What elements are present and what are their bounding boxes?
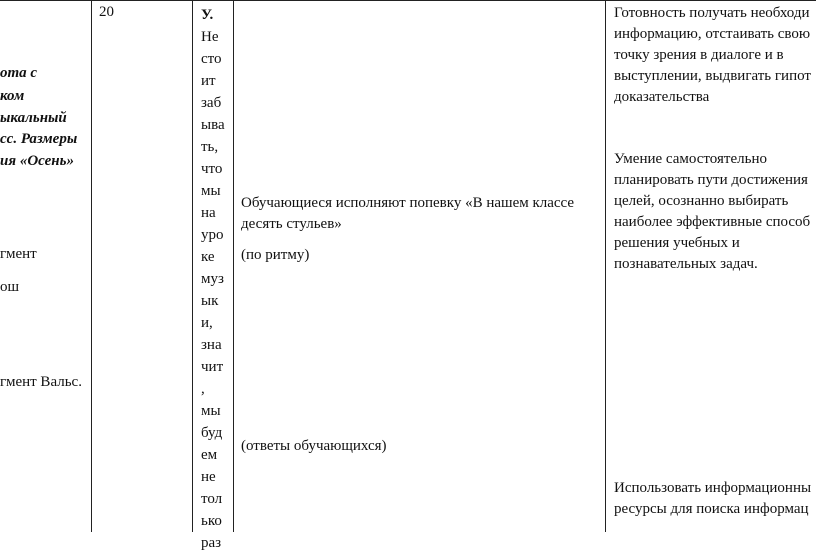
teacher-text-line: и, bbox=[201, 315, 213, 331]
teacher-text-line: , bbox=[201, 381, 205, 397]
competency-2-line-1: Умение самостоятельно bbox=[614, 151, 767, 167]
rhythm-note: (по ритму) bbox=[241, 247, 310, 263]
competency-1-line-5: доказательства bbox=[614, 89, 710, 105]
topic-title-line-4: сс. Размеры bbox=[0, 131, 78, 147]
teacher-text-line: Не bbox=[201, 29, 219, 45]
teacher-text-line: ем bbox=[201, 447, 218, 463]
teacher-text-line: мы bbox=[201, 183, 221, 199]
activity-line-1: Обучающиеся исполняют попевку «В нашем классе bbox=[241, 195, 575, 211]
topic-item-fragment: гмент bbox=[0, 246, 37, 262]
teacher-text-line: ько bbox=[201, 513, 222, 529]
competency-3-line-1: Использовать информационны bbox=[614, 480, 812, 496]
competency-2-line-3: целей, осознанно выбирать bbox=[614, 193, 789, 209]
teacher-text-line: ть, bbox=[201, 139, 219, 155]
row-number: 20 bbox=[99, 4, 114, 20]
teacher-text-line: тол bbox=[201, 491, 223, 507]
table-column-divider-4 bbox=[605, 0, 606, 532]
teacher-text-line: уро bbox=[201, 227, 224, 243]
teacher-text-cell bbox=[201, 4, 233, 554]
teacher-text-line: муз bbox=[201, 271, 224, 287]
competency-2-line-4: наиболее эффективные способ bbox=[614, 214, 811, 230]
teacher-text-line: ык bbox=[201, 293, 219, 309]
teacher-text-line: чит bbox=[201, 359, 224, 375]
table-column-divider-1 bbox=[91, 0, 92, 532]
teacher-text-line: буд bbox=[201, 425, 223, 441]
answers-note: (ответы обучающихся) bbox=[241, 438, 387, 454]
teacher-text-line: не bbox=[201, 469, 216, 485]
topic-title-line-2: ком bbox=[0, 88, 25, 104]
teacher-text-line: на bbox=[201, 205, 216, 221]
activity-line-2: десять стульев» bbox=[241, 216, 342, 232]
teacher-text-line: ыва bbox=[201, 117, 225, 133]
teacher-text-line: ке bbox=[201, 249, 215, 265]
competency-2-line-5: решения учебных и bbox=[614, 235, 740, 251]
competency-1-line-1: Готовность получать необходи bbox=[614, 5, 810, 21]
table-column-divider-3 bbox=[233, 0, 234, 532]
teacher-text-line: раз bbox=[201, 535, 222, 551]
competency-3-line-2: ресурсы для поиска информац bbox=[614, 501, 809, 517]
competency-1-line-3: точку зрения в диалоге и в bbox=[614, 47, 784, 63]
competency-2-line-6: познавательных задач. bbox=[614, 256, 758, 272]
teacher-text-line: заб bbox=[201, 95, 222, 111]
teacher-heading: У. bbox=[201, 7, 214, 23]
topic-title-line-3: ыкальный bbox=[0, 110, 67, 126]
table-top-border bbox=[0, 0, 816, 1]
teacher-text-line: зна bbox=[201, 337, 222, 353]
competency-1-line-2: информацию, отстаивать свою bbox=[614, 26, 811, 42]
topic-title-line-5: ия «Осень» bbox=[0, 153, 74, 169]
teacher-text-line: сто bbox=[201, 51, 222, 67]
table-column-divider-2 bbox=[192, 0, 193, 532]
topic-item-waltz: гмент Вальс. bbox=[0, 374, 82, 390]
topic-item-second: ош bbox=[0, 279, 20, 295]
teacher-text-line: мы bbox=[201, 403, 221, 419]
teacher-text-line: ит bbox=[201, 73, 216, 89]
topic-title-line-1: ота с bbox=[0, 65, 38, 81]
competency-2-line-2: планировать пути достижения bbox=[614, 172, 808, 188]
teacher-text-line: что bbox=[201, 161, 223, 177]
competency-1-line-4: выступлении, выдвигать гипот bbox=[614, 68, 811, 84]
